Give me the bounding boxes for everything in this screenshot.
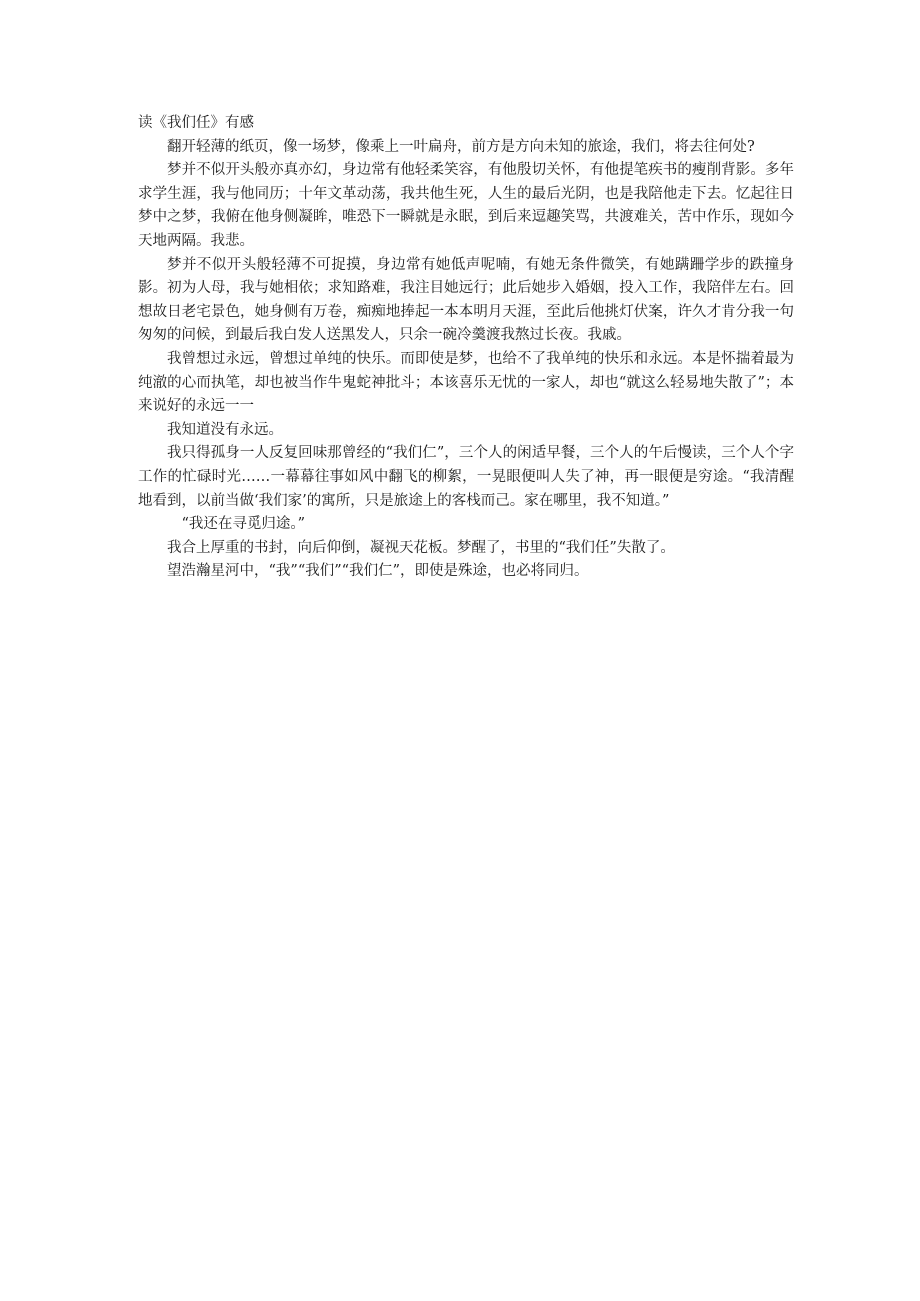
- paragraph-9: 望浩瀚星河中，“我”“我们”“我们仁”，即使是殊途，也必将同归。: [167, 563, 589, 580]
- paragraph-7: “我还在寻觅归途。”: [181, 516, 306, 533]
- paragraph-1: 翻开轻薄的纸页，像一场梦，像乘上一叶扁舟，前方是方向未知的旅途，我们，将去往何处?: [167, 138, 755, 155]
- document-title: 读《我们任》有感: [138, 115, 254, 131]
- paragraph-3: 梦并不似开头般轻薄不可捉摸，身边常有她低声呢喃，有她无条件微笑，有她蹒跚学步的跌撞身影。初为人母，我与她相依；求知路难，我注目她远行；此后她步入婚姻，投入工作，我陪伴左右。回想故日老宅景色，她身侧有万卷，痴痴地捧起一本本明月天涯，至此后他挑灯伏案，许久才肯分我一句匆匆的问候，到最后我白发人送黑发人，只余一碗冷羹渡我熬过长夜。我戚。: [138, 256, 794, 344]
- paragraph-6: 我只得孤身一人反复回味那曾经的“我们仁”，三个人的闲适早餐，三个人的午后慢读，三个人个字工作的忙碌时光……一幕幕往事如风中翻飞的柳絮，一晃眼便叫人失了神，再一眼便是穷途。“我清醒地看到，以前当做‘我们家’的寓所，只是旅途上的客栈而己。家在哪里，我不知道。”: [138, 445, 794, 509]
- paragraph-5: 我知道没有永远。: [167, 421, 283, 438]
- paragraph-2: 梦并不似开头般亦真亦幻，身边常有他轻柔笑容，有他殷切关怀，有他提笔疾书的瘦削背影。多年求学生涯，我与他同历；十年文革动荡，我共他生死，人生的最后光阴，也是我陪他走下去。忆起往日梦中之梦，我俯在他身侧凝眸，唯恐下一瞬就是永眠，到后来逗趣笑骂，共渡难关，苦中作乐，现如今天地两隔。我悲。: [138, 162, 794, 249]
- paragraph-8: 我合上厚重的书封，向后仰倒，凝视天花板。梦醒了，书里的“我们任”失散了。: [167, 539, 675, 556]
- document-page: [138, 112, 794, 584]
- paragraph-4: 我曾想过永远，曾想过单纯的快乐。而即使是梦，也给不了我单纯的快乐和永远。本是怀揣着最为纯澈的心而执笔，却也被当作牛鬼蛇神批斗；本该喜乐无忧的一家人，却也“就这么轻易地失散了”；本来说好的永远一一: [138, 350, 794, 415]
